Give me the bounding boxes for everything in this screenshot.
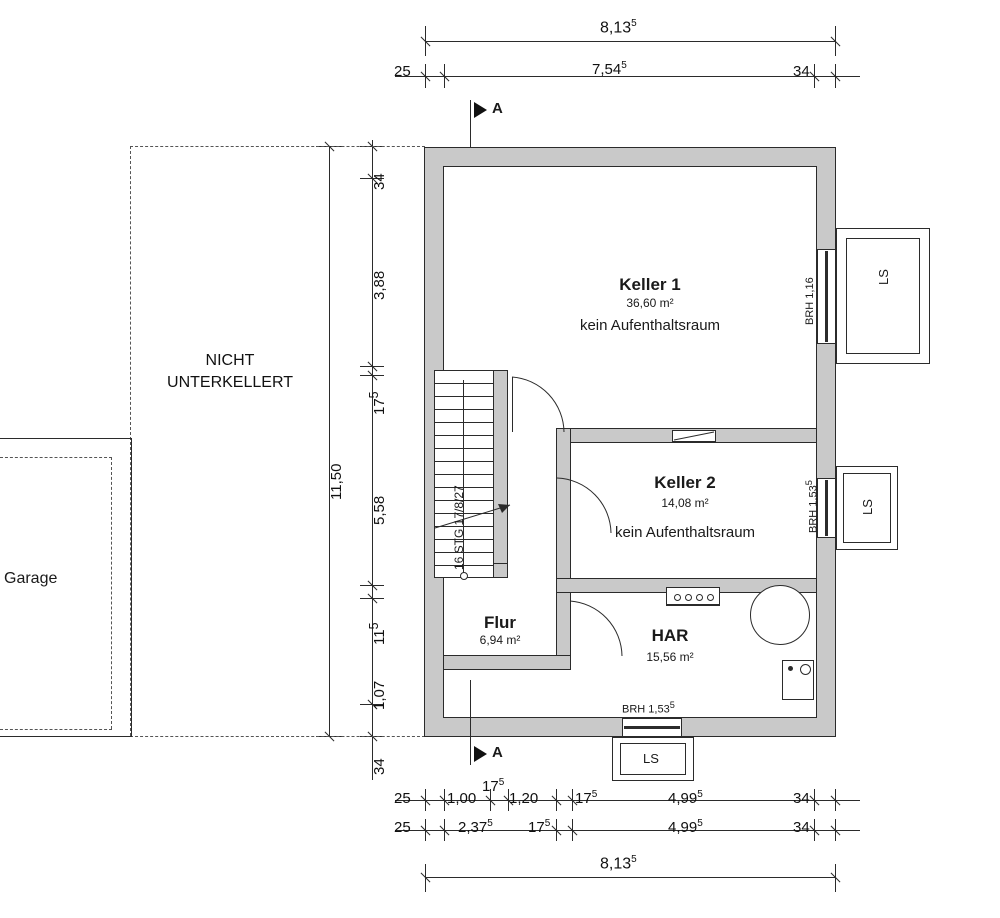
dim-bottom-row1-5: 4,99$^5$ [668, 789, 703, 807]
stair-step [434, 474, 494, 475]
dim-bottom-row1-1: 1,00 [447, 790, 477, 807]
stair-step [434, 448, 494, 449]
panel-hatch-line [666, 605, 720, 606]
dim-left-outer: 11,50 [328, 463, 345, 500]
room-name-keller-1: Keller 1 [619, 275, 681, 294]
dim-top-inner-2: 34 [793, 63, 810, 80]
panel-dot [685, 594, 692, 601]
dim-bottom-row2-2: $17^5$ [528, 818, 551, 836]
stair-enclosure-wall [493, 370, 508, 578]
top-inner-dim-line [395, 76, 860, 77]
section-arrow-bottom [474, 746, 487, 762]
stair-direction-arrow [430, 495, 520, 535]
dim-bottom-row2-3: 4,99$^5$ [668, 818, 703, 836]
garage-inner-right [111, 457, 112, 729]
stair-step [434, 383, 494, 384]
room-area-har: 15,56 m² [646, 650, 694, 664]
light-shaft-label-har: LS [643, 751, 659, 766]
section-line-bottom [470, 680, 471, 765]
dim-bottom-outer: 8,13$^5$ [600, 854, 637, 873]
stair-label: 16 STG 17/8/27 [452, 485, 466, 570]
dim-top-inner-0: 25 [394, 63, 411, 80]
interior-face-top [443, 166, 817, 167]
stair-step [434, 422, 494, 423]
panel-dot [696, 594, 703, 601]
door-swing-har [566, 598, 626, 660]
stair-step [434, 461, 494, 462]
garage-inner-bottom [0, 729, 112, 730]
dim-left-chain-0: 34 [371, 173, 388, 190]
not-basement-label [135, 350, 325, 393]
panel-dot [674, 594, 681, 601]
bottom-outer-dim-line [425, 877, 835, 878]
light-shaft-label-keller2: LS [860, 499, 875, 515]
dim-bottom-row2-4: 34 [793, 819, 810, 836]
top-outer-dim-line [425, 41, 835, 42]
light-shaft-label-keller1: LS [876, 269, 891, 285]
window-har-glass [624, 726, 680, 729]
room-note-keller-2: kein Aufenthaltsraum [614, 524, 756, 541]
dim-bottom-row1-6: 34 [793, 790, 810, 807]
dim-bottom-row1-2: $17^5$ [482, 777, 505, 795]
dim-left-chain-6: 34 [371, 758, 388, 775]
room-note-keller-1: kein Aufenthaltsraum [579, 317, 721, 334]
dim-bottom-row1-4: $17^5$ [575, 789, 598, 807]
stair-step [434, 409, 494, 410]
dim-left-chain-5: 1,07 [371, 680, 388, 710]
dim-bottom-row1-0: 25 [394, 790, 411, 807]
room-name-flur: Flur [483, 613, 517, 632]
dim-top-outer: 8,13$^5$ [600, 18, 637, 37]
dim-left-chain-3: 5,58 [371, 495, 388, 525]
window-keller1-glass [825, 251, 828, 342]
brh-label-keller1: BRH 1,16 [804, 277, 816, 325]
dim-bottom-row2-0: 25 [394, 819, 411, 836]
garage-outline-bottom [0, 736, 132, 737]
room-name-har: HAR [651, 626, 689, 645]
left-outer-dim-line [329, 146, 330, 736]
brh-label-har: BRH 1,53$^5$ [622, 700, 675, 716]
garage-outline-top [0, 438, 132, 439]
dim-left-chain-1: 3,88 [371, 270, 388, 300]
garage-outline-right [131, 438, 132, 736]
room-name-keller-2: Keller 2 [654, 473, 716, 492]
section-arrow-top [474, 102, 487, 118]
window-keller2-glass [825, 480, 828, 536]
room-area-flur: 6,94 m² [479, 633, 521, 647]
door-swing-keller1 [508, 374, 568, 436]
light-shaft-keller1-inner [846, 238, 920, 354]
door-swing-keller2 [553, 475, 615, 537]
dim-top-inner-1: 7,54$^5$ [592, 60, 627, 78]
section-marker-bottom: A [492, 744, 503, 761]
dim-left-chain-2: $17^5$ [367, 391, 388, 415]
interior-wall-flur-bottom [443, 655, 571, 670]
room-area-keller-2: 14,08 m² [661, 496, 709, 510]
garage-inner-top [0, 457, 112, 458]
stair-start-dot [460, 572, 468, 580]
panel-dot [707, 594, 714, 601]
not-basement-label-line2: UNTERKELLERT [167, 373, 293, 391]
dim-bottom-row1-3: 1,20 [509, 790, 539, 807]
dim-bottom-row2-1: 2,37$^5$ [458, 818, 493, 836]
room-area-keller-1: 36,60 m² [626, 296, 674, 310]
dim-left-chain-4: $11^5$ [367, 622, 388, 645]
stair-step [434, 435, 494, 436]
boiler-circle [750, 585, 810, 645]
not-basement-boundary-top [130, 146, 425, 147]
not-basement-label-line1: NICHT [205, 352, 255, 369]
washing-machine-dot [788, 666, 793, 671]
stair-step [434, 396, 494, 397]
wall-niche-diagonal [672, 430, 716, 442]
not-basement-boundary-bottom [130, 736, 425, 737]
washing-machine-drum [800, 664, 811, 675]
brh-label-keller2: BRH 1,53$^5$ [804, 480, 820, 533]
section-marker-top: A [492, 100, 503, 117]
garage-label: Garage [4, 570, 58, 587]
